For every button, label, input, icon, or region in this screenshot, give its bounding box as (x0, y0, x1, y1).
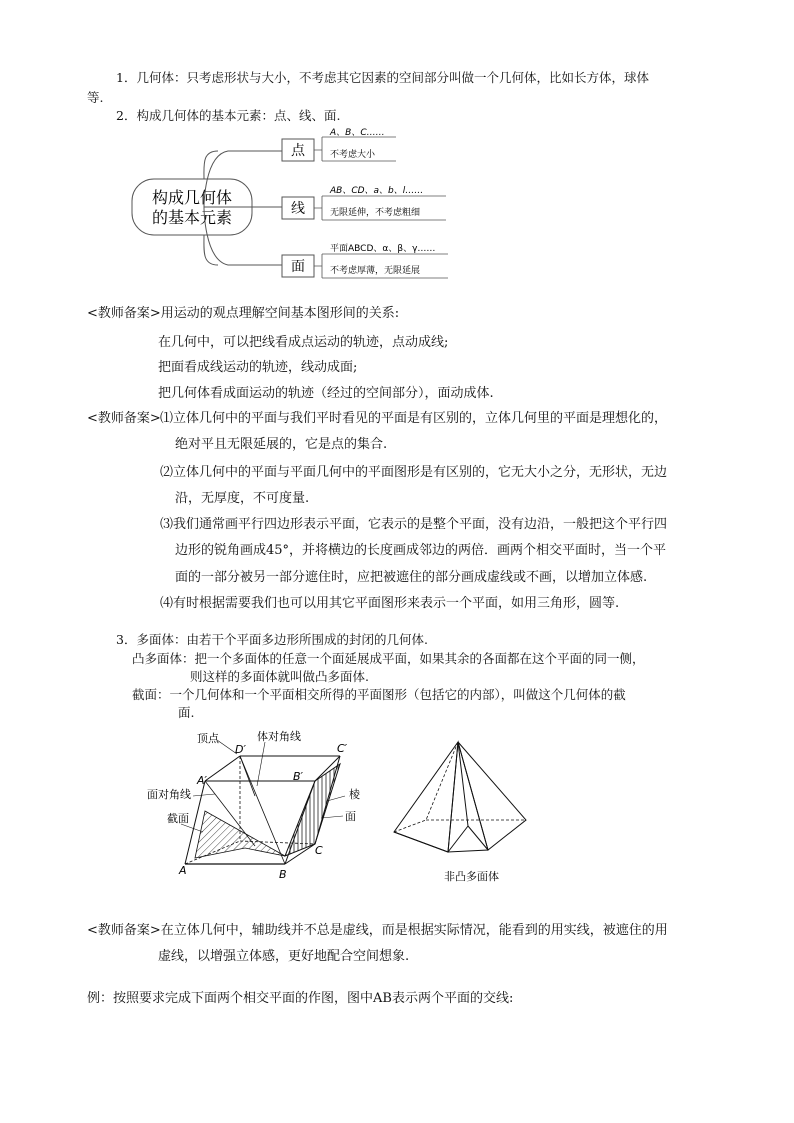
example-prompt: 例：按照要求完成下面两个相交平面的作图，图中AB表示两个平面的交线: (87, 991, 514, 1006)
teacher-note-1-line1: 在几何中，可以把线看成点运动的轨迹，点动成线; (158, 335, 449, 350)
label-edge: 棱 (349, 788, 360, 801)
basic-elements-heading: 2．构成几何体的基本元素：点、线、面. (116, 108, 341, 123)
teacher-note-1-line3: 把几何体看成面运动的轨迹（经过的空间部分），面动成体. (158, 386, 494, 401)
label-nonconvex: 非凸多面体 (444, 870, 499, 883)
teacher-note-2-item4: ⑷有时根据需要我们也可以用其它平面图形来表示一个平面，如用三角形，圆等. (160, 596, 620, 611)
label-B1: B′ (293, 770, 304, 783)
label-section: 截面 (167, 812, 189, 825)
teacher-note-2-item3c: 面的一部分被另一部分遮住时，应把被遮住的部分画成虚线或不画，以增加立体感. (175, 570, 648, 585)
label-A: A (179, 864, 187, 877)
mindmap-center-line1: 构成几何体 (151, 188, 233, 207)
mindmap-point-label: 点 (291, 143, 305, 159)
polyhedron-definition: 3．多面体：由若干个平面多边形所围成的封闭的几何体. (116, 632, 428, 647)
label-B: B (279, 868, 287, 881)
mindmap-point-top: A、B、C…… (330, 128, 385, 138)
label-D1: D′ (235, 743, 246, 756)
teacher-note-1-line2: 把面看成线运动的轨迹，线动成面; (158, 360, 358, 375)
convex-polyhedron-def: 凸多面体：把一个多面体的任意一个面延展成平面，如果其余的各面都在这个平面的同一侧， (132, 651, 645, 666)
elements-mindmap (120, 125, 460, 285)
label-body-diagonal: 体对角线 (257, 730, 301, 743)
mindmap-point-bottom: 不考虑大小 (330, 150, 376, 160)
label-C: C (315, 844, 323, 857)
mindmap-plane-top: 平面ABCD、α、β、γ…… (330, 244, 436, 254)
teacher-note-3-a: <教师备案>在立体几何中，辅助线并不总是虚线，而是根据实际情况，能看到的用实线，被遮住的用 (87, 923, 668, 938)
cuboid-figure (145, 726, 375, 886)
mindmap-plane-label: 面 (291, 259, 305, 275)
convex-polyhedron-def-cont: 则这样的多面体就叫做凸多面体. (190, 669, 369, 684)
mindmap-line-bottom: 无限延伸，不考虑粗细 (330, 208, 421, 218)
teacher-note-2-item2b: 沿，无厚度，不可度量. (175, 491, 310, 506)
mindmap-line-label: 线 (291, 201, 305, 217)
label-face: 面 (345, 810, 356, 823)
section-definition: 截面：一个几何体和一个平面相交所得的平面图形（包括它的内部），叫做这个几何体的截 (132, 687, 626, 702)
teacher-note-2-item1a: ⑴立体几何中的平面与我们平时看见的平面是有区别的，立体几何里的平面是理想化的， (160, 411, 668, 426)
teacher-note-2-item1b: 绝对平且无限延展的，它是点的集合. (175, 437, 388, 452)
teacher-note-2-item2a: ⑵立体几何中的平面与平面几何中的平面图形是有区别的，它无大小之分，无形状，无边 (160, 465, 668, 480)
definition-geometric-body-cont: 等. (87, 90, 104, 105)
label-A1: A′ (197, 774, 208, 787)
teacher-note-2-item3b: 边形的锐角画成45°，并将横边的长度画成邻边的两倍．画两个相交平面时，当一个平 (175, 543, 667, 558)
definition-geometric-body: 1．几何体：只考虑形状与大小，不考虑其它因素的空间部分叫做一个几何体，比如长方体，球体 (116, 70, 649, 85)
teacher-note-2-item3a: ⑶我们通常画平行四边形表示平面，它表示的是整个平面，没有边沿，一般把这个平行四 (160, 517, 668, 532)
label-vertex: 顶点 (197, 732, 219, 745)
teacher-note-3-b: 虚线，以增强立体感，更好地配合空间想象. (158, 949, 410, 964)
mindmap-plane-bottom: 不考虑厚薄，无限延展 (330, 266, 421, 276)
teacher-note-1-header: <教师备案>用运动的观点理解空间基本图形间的关系: (87, 306, 400, 321)
label-C1: C′ (337, 742, 348, 755)
section-definition-cont: 面. (178, 705, 195, 720)
mindmap-line-top: AB、CD、a、b、l…… (330, 186, 424, 196)
edge-A1D1 (205, 756, 240, 781)
teacher-note-2-header: <教师备案> (87, 411, 161, 426)
mindmap-center-line2: 的基本元素 (151, 208, 233, 227)
label-face-diagonal: 面对角线 (147, 788, 191, 801)
nonconvex-figure (388, 722, 538, 888)
